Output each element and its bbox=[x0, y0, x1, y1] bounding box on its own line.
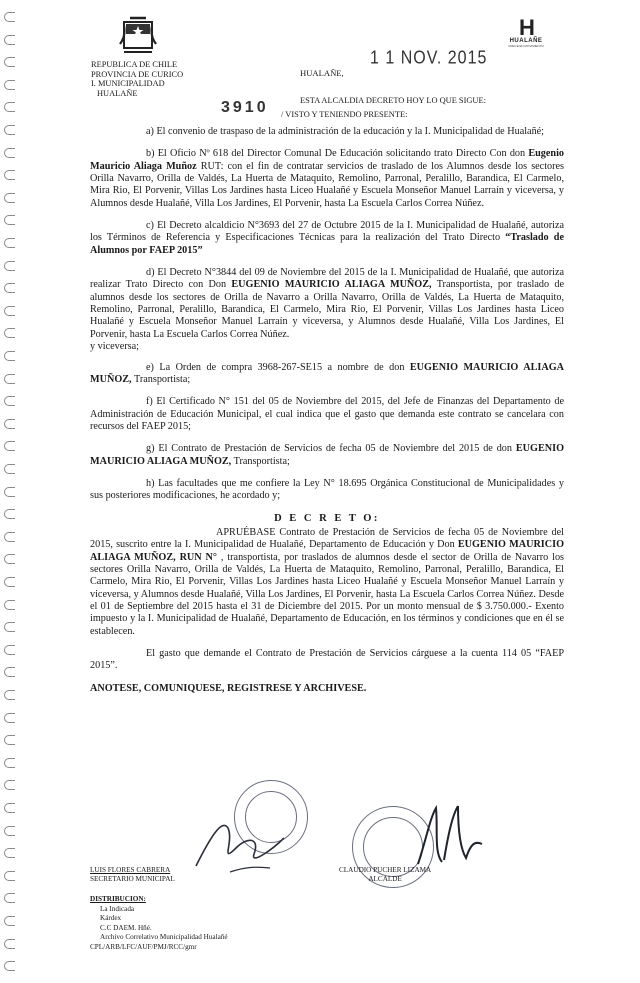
binder-hole-icon bbox=[4, 193, 15, 203]
consideration-c-title: “Traslado de Alumnos por FAEP 2015” bbox=[90, 232, 564, 256]
decreto-p1-rest: , transportista, por traslados de alumnos desde el sector de Orilla de Navarro los sectores Orilla Navarro, Orilla de Valdés, La Huerta de Mataquito, Remolino, Parronal, Peralillo, Barandica, El Carmelo, Mira Rio, El Porvenir, Villas Los Jardines hasta Liceo Hualañé y Escuela Monseñor Manuel Larraín y viceversa, y Alumnos desde Hualañé, Villa Los Jardines, El Porvenir, hasta La Escuela Carlos Correa Núñez. Desde el 01 de Septiembre del 2015 hasta el 31 de Diciembre del 2015. Por un monto mensual de $ 3.750.000.- Exento impuesto y la I. Municipalidad de Hualañé, Departamento de Educación, en los términos y condiciones que en él se establecen. bbox=[90, 551, 565, 637]
mayor-signature-icon bbox=[408, 800, 488, 874]
logo-mark: H bbox=[519, 15, 533, 40]
consideration-c-text: c) El Decreto alcaldicio N°3693 del 27 de Octubre 2015 de la I. Municipalidad de Hualañé, autoriza los Términos de Referencia y Especificaciones Técnicas para la realización del Trato Directo bbox=[90, 220, 564, 244]
binder-hole-icon bbox=[4, 554, 15, 564]
binder-hole-icon bbox=[4, 125, 15, 135]
binder-hole-icon bbox=[4, 577, 15, 587]
binder-hole-icon bbox=[4, 57, 15, 67]
binder-hole-icon bbox=[4, 215, 15, 225]
decreto-paragraph-1 bbox=[90, 527, 564, 638]
contractor-name: EUGENIO MAURICIO ALIAGA MUÑOZ, bbox=[90, 361, 564, 385]
binder-hole-icon bbox=[4, 713, 15, 723]
secretary-title: SECRETARIO MUNICIPAL bbox=[90, 874, 175, 883]
consideration-g bbox=[90, 443, 564, 468]
binder-hole-icon bbox=[4, 328, 15, 338]
binder-hole-icon bbox=[4, 419, 15, 429]
consideration-d-rest: Transportista, por traslado de alumnos desde los sectores de Orilla de Navarro a Orilla Navarro, Orilla de Valdés, La Huerta de Mataquito, Remolino, Parronal, Peralillo, Barandica, El Carmelo, Mira Rio, El Porvenir, Villas Los Jardines hasta Liceo Hualañé y Escuela Monseñor Manuel Larraín y viceversa, y Alumnos desde Hualañé, Villa Los Jardines, El Porvenir, hasta La Escuela Carlos Correa Núñez. bbox=[90, 279, 564, 340]
contractor-name: EUGENIO MAURICIO ALIAGA MUÑOZ, RUN N° bbox=[90, 539, 565, 563]
binder-hole-icon bbox=[4, 600, 15, 610]
consideration-g-text: g) El Contrato de Prestación de Servicios de fecha 05 de Noviembre del 2015 de don bbox=[146, 443, 512, 455]
consideration-d bbox=[90, 267, 564, 341]
binder-hole-icon bbox=[4, 893, 15, 903]
binder-hole-icon bbox=[4, 238, 15, 248]
binder-hole-icon bbox=[4, 916, 15, 926]
logo-tagline: CRECE EN MOVIMIENTO bbox=[508, 44, 544, 48]
sender-block bbox=[91, 60, 183, 98]
distribution-item: Kárdex bbox=[100, 914, 122, 923]
consideration-h: h) Las facultades que me confiere la Ley N° 18.695 Orgánica Constitucional de Municipalidades y sus posteriores modificaciones, he acordado y; bbox=[90, 477, 564, 502]
decreto-title: D E C R E T O: bbox=[274, 512, 380, 524]
logo-word: HUALAÑE bbox=[509, 38, 543, 44]
binder-hole-icon bbox=[4, 351, 15, 361]
date-stamp: 1 1 NOV. 2015 bbox=[370, 48, 488, 69]
distribution-item: Archivo Correlativo Municipalidad Hualañé bbox=[100, 933, 228, 942]
distribution-block bbox=[90, 895, 228, 953]
binder-hole-icon bbox=[4, 622, 15, 632]
contractor-name: EUGENIO MAURICIO ALIAGA MUÑOZ, bbox=[90, 443, 565, 467]
binder-hole-icon bbox=[4, 261, 15, 271]
consideration-e-text: e) La Orden de compra 3968-267-SE15 a nombre de don bbox=[146, 361, 405, 373]
binder-hole-icon bbox=[4, 961, 15, 971]
visto-line: / VISTO Y TENIENDO PRESENTE: bbox=[281, 110, 408, 119]
consideration-f: f) El Certificado N° 151 del 05 de Noviembre del 2015, del Jefe de Finanzas del Departamento de Administración de Educación Municipal, el cual indica que el gasto que demanda este contrato se cancelara con recursos del FAEP 2015; bbox=[90, 396, 564, 432]
binder-hole-icon bbox=[4, 848, 15, 858]
binder-hole-icon bbox=[4, 487, 15, 497]
distribution-item: La Indicada bbox=[100, 904, 135, 913]
consideration-c bbox=[90, 220, 564, 257]
secretary-signature-block bbox=[90, 866, 175, 883]
binder-hole-icon bbox=[4, 396, 15, 406]
typist-initials: CPL/ARB/LFC/AUF/PMJ/RCC/gmr bbox=[90, 942, 197, 951]
consideration-g-rest: Transportista; bbox=[233, 455, 290, 467]
decreto-paragraph-2: El gasto que demande el Contrato de Prestación de Servicios cárguese a la cuenta 114 05 “FAEP 2015”. bbox=[90, 648, 564, 672]
binder-hole-icon bbox=[4, 283, 15, 293]
consideration-e-rest: Transportista; bbox=[133, 373, 191, 385]
consideration-b-rest: RUT: con el fin de contratar servicios de traslado de los Alumnos desde los sectores Orilla Navarro, Orilla de Valdés, La Huerta de Mataquito, Remolino, Parronal, Peralillo, Barandica, El Carmelo, Mira Rio, El Porvenir, Villas Los Jardines hasta Liceo Hualañé y Escuela Monseñor Manuel Larraín y viceversa, y Alumnos desde Hualañé, Villa Los Jardines, El Porvenir, hasta La Escuela Carlos Correa Núñez. bbox=[90, 160, 565, 209]
binder-hole-icon bbox=[4, 871, 15, 881]
consideration-b bbox=[90, 148, 564, 210]
place-label: HUALAÑE, bbox=[300, 68, 344, 78]
consideration-e bbox=[90, 362, 564, 387]
province-line: PROVINCIA DE CURICO bbox=[91, 69, 184, 79]
binder-hole-icon bbox=[4, 464, 15, 474]
binder-hole-icon bbox=[4, 758, 15, 768]
binder-hole-icon bbox=[4, 12, 15, 22]
secretary-name: LUIS FLORES CABRERA bbox=[90, 866, 171, 874]
contractor-name: Eugenio Mauricio Aliaga Muñoz bbox=[90, 148, 565, 172]
hualane-logo bbox=[508, 15, 544, 48]
chile-crest-icon bbox=[116, 14, 160, 58]
binder-hole-icon bbox=[4, 735, 15, 745]
consideration-a: a) El convenio de traspaso de la administración de la educación y la I. Municipalidad de Hualañé; bbox=[146, 126, 545, 137]
binder-hole-icon bbox=[4, 667, 15, 677]
binder-hole-icon bbox=[4, 509, 15, 519]
binder-hole-icon bbox=[4, 826, 15, 836]
contractor-name: EUGENIO MAURICIO ALIAGA MUÑOZ, bbox=[231, 279, 432, 291]
binder-hole-icon bbox=[4, 306, 15, 316]
mayor-title: ALCALDE bbox=[368, 874, 402, 883]
binder-hole-icon bbox=[4, 102, 15, 112]
binder-hole-icon bbox=[4, 645, 15, 655]
consideration-b-intro: b) El Oficio Nº 618 del Director Comunal De Educación solicitando trato Directo bbox=[146, 148, 487, 160]
binder-hole-icon bbox=[4, 80, 15, 90]
mayor-signature-block bbox=[339, 866, 431, 883]
republic-line: REPUBLICA DE CHILE bbox=[91, 60, 178, 69]
distribution-item: C.C DAEM. Hñé. bbox=[100, 923, 152, 932]
binder-hole-icon bbox=[4, 35, 15, 45]
consideration-d-text: d) El Decreto N°3844 del 09 de Noviembre del 2015 de la I. Municipalidad de Hualañé, que autoriza realizar Trato Directo con Don bbox=[90, 267, 564, 291]
secretary-signature-icon bbox=[190, 808, 290, 880]
municipality-line: I. MUNICIPALIDAD bbox=[91, 79, 165, 89]
binder-hole-icon bbox=[4, 374, 15, 384]
binder-hole-icon bbox=[4, 803, 15, 813]
binder-hole-icon bbox=[4, 690, 15, 700]
decree-number-stamp: 3910 bbox=[221, 99, 269, 116]
decree-phrase: ESTA ALCALDIA DECRETO HOY LO QUE SIGUE: bbox=[300, 96, 486, 105]
closing-formula: ANOTESE, COMUNIQUESE, REGISTRESE Y ARCHIVESE. bbox=[90, 682, 367, 694]
mayor-name: CLAUDIO PUCHER LIZAMA bbox=[339, 866, 432, 874]
decreto-p1-text: APRUÉBASE Contrato de Prestación de Servicios de fecha 05 de Noviembre del 2015, suscrito entre la I. Municipalidad de Hualañé, Departamento de Educación y Don bbox=[90, 526, 564, 551]
consideration-d-tail: y viceversa; bbox=[90, 341, 139, 353]
binder-hole-icon bbox=[4, 170, 15, 180]
binder-hole-icon bbox=[4, 780, 15, 790]
binder-hole-icon bbox=[4, 441, 15, 451]
binder-hole-icon bbox=[4, 148, 15, 158]
distribution-heading: DISTRIBUCION: bbox=[90, 895, 146, 903]
binder-hole-icon bbox=[4, 532, 15, 542]
city-line: HUALAÑE bbox=[97, 88, 138, 98]
binder-hole-icon bbox=[4, 939, 15, 949]
consideration-b-con: Con don bbox=[489, 148, 526, 160]
document-body bbox=[90, 126, 564, 695]
binder-holes bbox=[0, 0, 22, 983]
